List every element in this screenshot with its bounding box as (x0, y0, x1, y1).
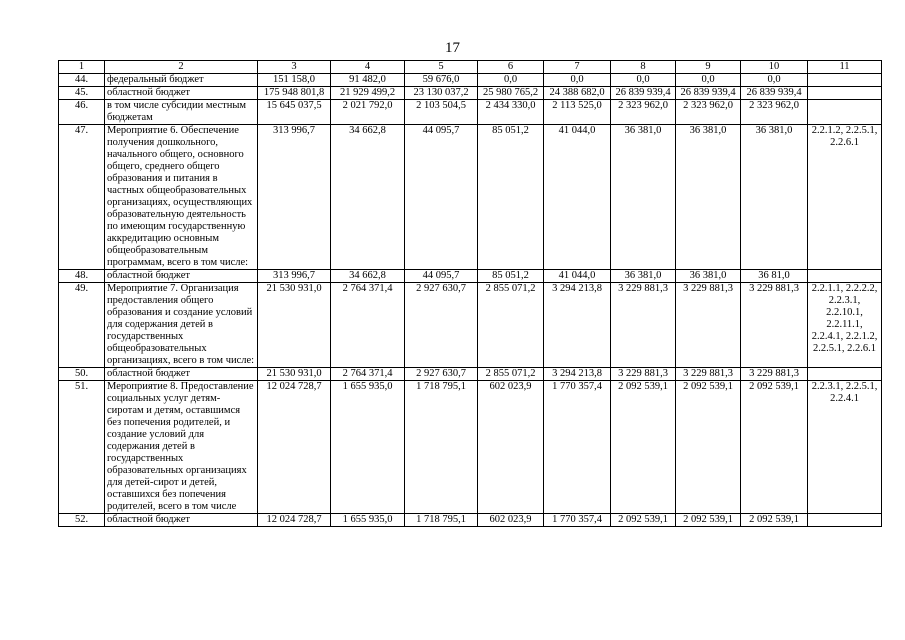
value-cell: 36 81,0 (741, 270, 808, 283)
value-cell: 3 294 213,8 (544, 368, 611, 381)
row-number: 52. (59, 514, 105, 527)
value-cell: 2 927 630,7 (405, 283, 478, 368)
value-cell: 36 381,0 (611, 125, 676, 270)
value-cell: 3 229 881,3 (741, 283, 808, 368)
value-cell: 0,0 (478, 74, 544, 87)
value-cell: 41 044,0 (544, 270, 611, 283)
value-cell: 0,0 (611, 74, 676, 87)
value-cell: 44 095,7 (405, 270, 478, 283)
value-cell: 313 996,7 (258, 270, 331, 283)
value-cell: 2 855 071,2 (478, 283, 544, 368)
value-cell: 602 023,9 (478, 514, 544, 527)
value-cell: 602 023,9 (478, 381, 544, 514)
code-cell (808, 270, 882, 283)
value-cell: 85 051,2 (478, 125, 544, 270)
row-number: 51. (59, 381, 105, 514)
row-number: 44. (59, 74, 105, 87)
page-number: 17 (445, 40, 460, 56)
value-cell: 3 229 881,3 (611, 283, 676, 368)
value-cell: 44 095,7 (405, 125, 478, 270)
code-cell (808, 74, 882, 87)
code-cell (808, 514, 882, 527)
row-description: федеральный бюджет (105, 74, 258, 87)
value-cell: 3 229 881,3 (676, 368, 741, 381)
value-cell: 41 044,0 (544, 125, 611, 270)
value-cell: 1 770 357,4 (544, 514, 611, 527)
row-description: областной бюджет (105, 270, 258, 283)
column-header: 8 (611, 61, 676, 74)
code-cell (808, 368, 882, 381)
value-cell: 1 770 357,4 (544, 381, 611, 514)
value-cell: 59 676,0 (405, 74, 478, 87)
value-cell: 3 229 881,3 (676, 283, 741, 368)
value-cell: 3 294 213,8 (544, 283, 611, 368)
value-cell: 21 530 931,0 (258, 368, 331, 381)
row-description: Мероприятие 7. Организация предоставления общего образования и создание условий для содержания детей в государственных общеобразовательных организациях, всего в том числе: (105, 283, 258, 368)
row-number: 49. (59, 283, 105, 368)
value-cell: 21 929 499,2 (331, 87, 405, 100)
value-cell: 34 662,8 (331, 270, 405, 283)
table-row (59, 368, 882, 381)
value-cell: 12 024 728,7 (258, 381, 331, 514)
value-cell: 2 092 539,1 (741, 514, 808, 527)
budget-table (58, 60, 882, 527)
value-cell: 2 323 962,0 (676, 100, 741, 125)
table-row (59, 270, 882, 283)
column-header: 7 (544, 61, 611, 74)
column-header: 4 (331, 61, 405, 74)
code-cell: 2.2.1.1, 2.2.2.2, 2.2.3.1, 2.2.10.1, 2.2.11.1, 2.2.4.1, 2.2.1.2, 2.2.5.1, 2.2.6.1 (808, 283, 882, 368)
value-cell: 2 764 371,4 (331, 368, 405, 381)
value-cell: 2 103 504,5 (405, 100, 478, 125)
value-cell: 2 323 962,0 (741, 100, 808, 125)
value-cell: 2 092 539,1 (741, 381, 808, 514)
value-cell: 36 381,0 (676, 270, 741, 283)
column-header: 1 (59, 61, 105, 74)
value-cell: 175 948 801,8 (258, 87, 331, 100)
value-cell: 23 130 037,2 (405, 87, 478, 100)
row-description: Мероприятие 8. Предоставление социальных услуг детям-сиротам и детям, оставшимся без попечения родителей, и создание условий для содержания детей в государственных образовательных организациях для детей-сирот и детей, оставшихся без попечения родителей, всего в том числе (105, 381, 258, 514)
value-cell: 151 158,0 (258, 74, 331, 87)
value-cell: 21 530 931,0 (258, 283, 331, 368)
value-cell: 2 092 539,1 (676, 381, 741, 514)
column-header: 11 (808, 61, 882, 74)
value-cell: 2 092 539,1 (611, 514, 676, 527)
row-number: 48. (59, 270, 105, 283)
table-row (59, 87, 882, 100)
column-header: 10 (741, 61, 808, 74)
row-description: Мероприятие 6. Обеспечение получения дошкольного, начального общего, основного общего, среднего общего образования и питания в частных общеобразовательных организациях, осуществляющих образовательную деятельность по имеющим государственную аккредитацию основным общеобразовательным программам, всего в том числе: (105, 125, 258, 270)
value-cell: 0,0 (544, 74, 611, 87)
header-row (59, 61, 882, 74)
row-description: областной бюджет (105, 514, 258, 527)
value-cell: 1 655 935,0 (331, 514, 405, 527)
value-cell: 0,0 (676, 74, 741, 87)
row-description: в том числе субсидии местным бюджетам (105, 100, 258, 125)
table-row (59, 514, 882, 527)
value-cell: 36 381,0 (741, 125, 808, 270)
value-cell: 36 381,0 (676, 125, 741, 270)
value-cell: 36 381,0 (611, 270, 676, 283)
row-number: 46. (59, 100, 105, 125)
row-description: областной бюджет (105, 368, 258, 381)
table-row (59, 100, 882, 125)
value-cell: 1 718 795,1 (405, 514, 478, 527)
column-header: 6 (478, 61, 544, 74)
value-cell: 15 645 037,5 (258, 100, 331, 125)
value-cell: 3 229 881,3 (741, 368, 808, 381)
value-cell: 0,0 (741, 74, 808, 87)
value-cell: 24 388 682,0 (544, 87, 611, 100)
value-cell: 3 229 881,3 (611, 368, 676, 381)
row-description: областной бюджет (105, 87, 258, 100)
row-number: 45. (59, 87, 105, 100)
value-cell: 26 839 939,4 (611, 87, 676, 100)
value-cell: 2 092 539,1 (611, 381, 676, 514)
value-cell: 91 482,0 (331, 74, 405, 87)
value-cell: 1 655 935,0 (331, 381, 405, 514)
table-row (59, 74, 882, 87)
value-cell: 34 662,8 (331, 125, 405, 270)
table-row (59, 283, 882, 368)
value-cell: 2 021 792,0 (331, 100, 405, 125)
row-number: 50. (59, 368, 105, 381)
column-header: 5 (405, 61, 478, 74)
value-cell: 12 024 728,7 (258, 514, 331, 527)
value-cell: 2 927 630,7 (405, 368, 478, 381)
code-cell: 2.2.3.1, 2.2.5.1, 2.2.4.1 (808, 381, 882, 514)
value-cell: 2 323 962,0 (611, 100, 676, 125)
value-cell: 2 855 071,2 (478, 368, 544, 381)
table-row (59, 381, 882, 514)
value-cell: 313 996,7 (258, 125, 331, 270)
value-cell: 25 980 765,2 (478, 87, 544, 100)
value-cell: 26 839 939,4 (676, 87, 741, 100)
value-cell: 85 051,2 (478, 270, 544, 283)
value-cell: 26 839 939,4 (741, 87, 808, 100)
code-cell (808, 87, 882, 100)
value-cell: 2 434 330,0 (478, 100, 544, 125)
column-header: 9 (676, 61, 741, 74)
value-cell: 2 113 525,0 (544, 100, 611, 125)
row-number: 47. (59, 125, 105, 270)
code-cell (808, 100, 882, 125)
code-cell: 2.2.1.2, 2.2.5.1, 2.2.6.1 (808, 125, 882, 270)
column-header: 3 (258, 61, 331, 74)
value-cell: 2 092 539,1 (676, 514, 741, 527)
value-cell: 1 718 795,1 (405, 381, 478, 514)
table-row (59, 125, 882, 270)
value-cell: 2 764 371,4 (331, 283, 405, 368)
column-header: 2 (105, 61, 258, 74)
